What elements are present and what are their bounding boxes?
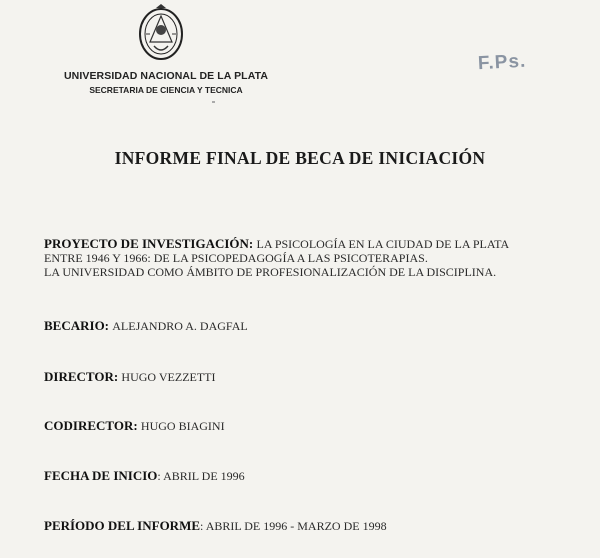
project-field — [44, 237, 574, 279]
document-title: INFORME FINAL DE BECA DE INICIACIÓN — [114, 148, 486, 168]
fecha-inicio-value: : ABRIL DE 1996 — [157, 469, 245, 483]
periodo-value: : ABRIL DE 1996 - MARZO DE 1998 — [200, 519, 387, 533]
library-stamp: F.Ps. — [477, 50, 527, 75]
becario-value: ALEJANDRO A. DAGFAL — [112, 319, 248, 333]
periodo-label: PERÍODO DEL INFORME — [44, 518, 201, 533]
project-label: PROYECTO DE INVESTIGACIÓN: — [44, 236, 254, 251]
director-value: HUGO VEZZETTI — [121, 370, 216, 384]
becario-label: BECARIO: — [44, 318, 110, 333]
becario-field — [44, 318, 248, 334]
project-line-2: ENTRE 1946 Y 1966: DE LA PSICOPEDAGOGÍA A LAS PSICOTERAPIAS. — [44, 251, 428, 265]
project-line-3: LA UNIVERSIDAD COMO ÁMBITO DE PROFESIONALIZACIÓN DE LA DISCIPLINA. — [44, 265, 497, 279]
fecha-inicio-field — [44, 468, 245, 484]
director-label: DIRECTOR: — [44, 369, 119, 384]
secretary-name: SECRETARIA DE CIENCIA Y TECNICA — [89, 85, 243, 95]
university-name: UNIVERSIDAD NACIONAL DE LA PLATA — [63, 70, 269, 82]
periodo-field — [44, 518, 387, 534]
project-line-1: LA PSICOLOGÍA EN LA CIUDAD DE LA PLATA — [256, 237, 510, 251]
director-field — [44, 369, 216, 385]
codirector-field — [44, 418, 225, 434]
codirector-value: HUGO BIAGINI — [140, 419, 225, 433]
codirector-label: CODIRECTOR: — [44, 418, 138, 433]
fecha-inicio-label: FECHA DE INICIO — [44, 468, 158, 483]
university-seal-icon — [136, 2, 186, 62]
speck — [212, 101, 215, 103]
